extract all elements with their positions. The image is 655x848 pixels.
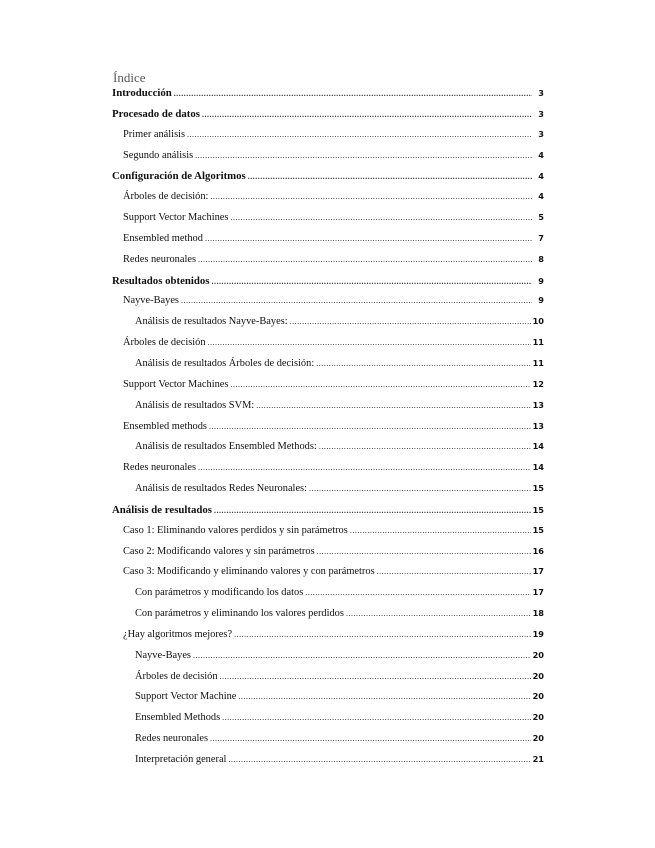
toc-entry[interactable] xyxy=(112,87,544,108)
toc-entry-page-number: 20 xyxy=(532,733,544,744)
toc-entry-label: Procesado de datos xyxy=(112,107,200,120)
toc-entry[interactable] xyxy=(112,358,544,379)
toc-entry-label: Segundo análisis xyxy=(123,149,194,161)
toc-leader-dots xyxy=(198,255,532,264)
toc-entry-label: Support Vector Machines xyxy=(123,212,229,224)
toc-leader-dots xyxy=(193,651,531,660)
toc-entry-label: Interpretación general xyxy=(135,754,227,765)
toc-entry-label: Con parámetros y modificando los datos xyxy=(135,587,304,599)
toc-leader-dots xyxy=(350,526,531,535)
toc-entry[interactable] xyxy=(112,566,544,587)
toc-leader-dots xyxy=(228,755,530,764)
toc-entry[interactable] xyxy=(112,754,544,775)
toc-entry-page-number: 4 xyxy=(538,149,544,160)
toc-entry[interactable] xyxy=(112,254,544,275)
toc-entry-label: Nayve-Bayes xyxy=(123,295,179,307)
toc-leader-dots xyxy=(174,89,532,98)
toc-entry[interactable] xyxy=(112,108,544,129)
toc-leader-dots xyxy=(210,734,531,743)
toc-leader-dots xyxy=(205,234,532,243)
toc-entry-label: Árboles de decisión xyxy=(135,670,218,682)
toc-entry-page-number: 15 xyxy=(532,483,544,494)
toc-entry[interactable] xyxy=(112,275,544,296)
toc-entry[interactable] xyxy=(112,150,544,171)
toc-leader-dots xyxy=(305,588,530,597)
toc-entry-page-number: 7 xyxy=(538,232,544,243)
toc-leader-dots xyxy=(230,213,532,222)
toc-leader-dots xyxy=(210,192,532,201)
toc-entry-page-number: 3 xyxy=(538,108,544,119)
toc-entry-page-number: 8 xyxy=(538,253,544,264)
toc-entry-page-number: 20 xyxy=(532,649,544,660)
toc-entry[interactable] xyxy=(112,337,544,358)
toc-entry[interactable] xyxy=(112,691,544,712)
toc-entry-label: Support Vector Machine xyxy=(135,691,237,703)
toc-leader-dots xyxy=(220,672,531,681)
toc-entry-page-number: 17 xyxy=(532,566,544,577)
toc-leader-dots xyxy=(198,463,531,472)
toc-entry-page-number: 11 xyxy=(532,357,544,368)
toc-entry-label: Redes neuronales xyxy=(123,462,196,474)
toc-entry-page-number: 4 xyxy=(538,171,544,182)
toc-leader-dots xyxy=(209,422,531,431)
toc-leader-dots xyxy=(256,401,530,410)
toc-entry-page-number: 20 xyxy=(532,691,544,702)
toc-entry[interactable] xyxy=(112,629,544,650)
toc-entry-label: Árboles de decisión xyxy=(123,337,206,349)
toc-entry-label: Análisis de resultados Ensembled Methods: xyxy=(135,441,317,453)
toc-entry-page-number: 21 xyxy=(532,754,544,764)
toc-leader-dots xyxy=(222,713,530,722)
toc-entry-page-number: 13 xyxy=(532,420,544,431)
toc-entry-page-number: 18 xyxy=(532,608,544,619)
toc-leader-dots xyxy=(319,442,531,451)
toc-entry-page-number: 13 xyxy=(532,399,544,410)
toc-entry[interactable] xyxy=(112,295,544,316)
toc-leader-dots xyxy=(230,380,530,389)
toc-entry[interactable] xyxy=(112,379,544,400)
toc-entry-label: Análisis de resultados xyxy=(112,503,212,516)
toc-entry-page-number: 14 xyxy=(532,441,544,452)
toc-entry-page-number: 15 xyxy=(532,524,544,535)
toc-entry[interactable] xyxy=(112,212,544,233)
toc-leader-dots xyxy=(181,296,532,305)
toc-entry[interactable] xyxy=(112,170,544,191)
toc-leader-dots xyxy=(195,151,532,160)
toc-entry-page-number: 10 xyxy=(532,316,544,327)
toc-entry-label: Introducción xyxy=(112,87,172,99)
toc-entry-page-number: 4 xyxy=(538,191,544,202)
toc-entry-label: Caso 1: Eliminando valores perdidos y sin parámetros xyxy=(123,524,348,536)
toc-entry[interactable] xyxy=(112,587,544,608)
toc-entry-label: Configuración de Algoritmos xyxy=(112,170,246,183)
toc-entry-label: Caso 3: Modificando y eliminando valores y con parámetros xyxy=(123,566,375,578)
toc-entry-label: ¿Hay algoritmos mejores? xyxy=(123,628,233,640)
toc-entry[interactable] xyxy=(112,441,544,462)
toc-entry[interactable] xyxy=(112,733,544,754)
toc-entry-page-number: 3 xyxy=(538,128,544,139)
toc-entry-label: Análisis de resultados Redes Neuronales: xyxy=(135,483,307,495)
toc-leader-dots xyxy=(212,277,533,286)
toc-entry-page-number: 19 xyxy=(532,628,544,639)
toc-entry[interactable] xyxy=(112,483,544,504)
toc-entry-label: Support Vector Machines xyxy=(123,378,229,390)
toc-entry-label: Análisis de resultados Nayve-Bayes: xyxy=(135,316,288,328)
toc-entry-label: Análisis de resultados Árboles de decisión: xyxy=(135,357,315,369)
toc-entry[interactable] xyxy=(112,462,544,483)
toc-leader-dots xyxy=(316,359,530,368)
toc-entry-page-number: 9 xyxy=(538,275,544,286)
toc-leader-dots xyxy=(214,506,531,515)
toc-entry-page-number: 5 xyxy=(538,212,544,223)
toc-leader-dots xyxy=(208,338,531,347)
toc-entry[interactable] xyxy=(112,191,544,212)
toc-entry-page-number: 14 xyxy=(532,462,544,473)
toc-entry-label: Árboles de decisión: xyxy=(123,191,209,203)
toc-leader-dots xyxy=(346,609,531,618)
toc-entry[interactable] xyxy=(112,525,544,546)
toc-leader-dots xyxy=(238,692,530,701)
toc-entry[interactable] xyxy=(112,504,544,525)
toc-entry[interactable] xyxy=(112,546,544,567)
toc-entry-label: Análisis de resultados SVM: xyxy=(135,399,255,411)
toc-entry-page-number: 9 xyxy=(538,295,544,306)
toc-leader-dots xyxy=(317,547,531,556)
toc-entry-label: Resultados obtenidos xyxy=(112,274,210,287)
toc-leader-dots xyxy=(234,630,531,639)
toc-entry-label: Redes neuronales xyxy=(135,733,208,745)
toc-entry-page-number: 15 xyxy=(532,504,544,515)
toc-entry-page-number: 16 xyxy=(532,545,544,556)
toc-entry-label: Ensembled method xyxy=(123,232,203,244)
toc-entry[interactable] xyxy=(112,316,544,337)
toc-entry[interactable] xyxy=(112,671,544,692)
toc-leader-dots xyxy=(377,567,531,576)
toc-entry[interactable] xyxy=(112,129,544,150)
toc-entry-page-number: 12 xyxy=(532,378,544,389)
toc-entry[interactable] xyxy=(112,400,544,421)
toc-entry-page-number: 20 xyxy=(532,712,544,723)
toc-entry-label: Ensembled methods xyxy=(123,420,207,432)
toc-leader-dots xyxy=(187,130,532,139)
toc-entry[interactable] xyxy=(112,421,544,442)
table-of-contents xyxy=(112,87,544,775)
toc-entry-page-number: 20 xyxy=(532,670,544,681)
toc-title: Índice xyxy=(113,70,146,85)
toc-entry-label: Redes neuronales xyxy=(123,253,196,265)
toc-entry-label: Con parámetros y eliminando los valores perdidos xyxy=(135,608,344,620)
toc-entry-label: Caso 2: Modificando valores y sin parámetros xyxy=(123,545,315,557)
toc-leader-dots xyxy=(202,110,532,119)
toc-leader-dots xyxy=(290,317,531,326)
toc-entry[interactable] xyxy=(112,608,544,629)
toc-leader-dots xyxy=(248,172,532,181)
toc-entry[interactable] xyxy=(112,650,544,671)
toc-entry[interactable] xyxy=(112,233,544,254)
toc-entry-page-number: 3 xyxy=(538,88,544,98)
toc-entry-page-number: 17 xyxy=(532,587,544,598)
toc-entry-label: Nayve-Bayes xyxy=(135,649,191,661)
toc-leader-dots xyxy=(309,484,531,493)
toc-entry[interactable] xyxy=(112,712,544,733)
toc-entry-label: Ensembled Methods xyxy=(135,712,221,724)
toc-entry-label: Primer análisis xyxy=(123,128,186,140)
toc-entry-page-number: 11 xyxy=(532,337,544,348)
